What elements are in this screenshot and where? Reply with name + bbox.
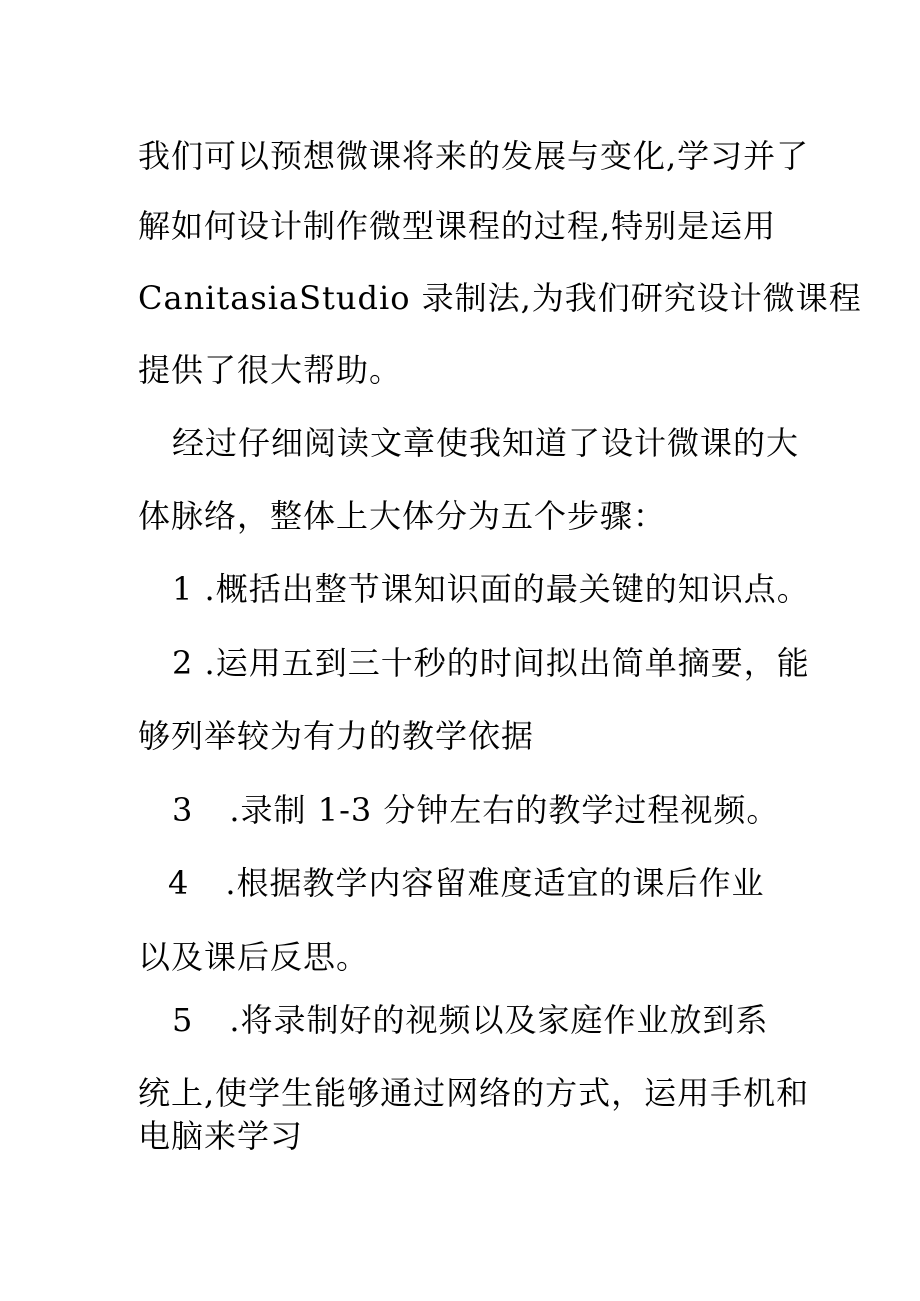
step-first-line — [172, 790, 779, 830]
step-first-line — [168, 863, 765, 903]
step-text: .概括出整节课知识面的最关键的知识点。 — [204, 570, 810, 608]
step-number: 1 — [172, 570, 194, 608]
step-first-line — [172, 1000, 769, 1040]
text-line: 以及课后反思。 — [138, 938, 370, 976]
text-line: 电脑来学习 — [138, 1117, 304, 1155]
step-text: .将录制好的视频以及家庭作业放到系 — [229, 1001, 769, 1039]
text-line: 体脉络，整体上大体分为五个步骤： — [138, 497, 667, 535]
text-line: 经过仔细阅读文章使我知道了设计微课的大 — [172, 424, 800, 462]
step-number: 4 — [168, 864, 190, 902]
text-line: 我们可以预想微课将来的发展与变化,学习并了 — [138, 137, 810, 175]
step-first-line — [172, 643, 810, 683]
step-text: .录制 1-3 分钟左右的教学过程视频。 — [229, 791, 780, 829]
step-text: .根据教学内容留难度适宜的课后作业 — [225, 864, 765, 902]
step-number: 2 — [172, 644, 194, 682]
text-line: 提供了很大帮助。 — [138, 351, 403, 389]
step-number: 5 — [172, 1001, 194, 1039]
text-line: 够列举较为有力的教学依据 — [138, 717, 535, 755]
text-line: 统上,使学生能够通过网络的方式，运用手机和 — [138, 1074, 810, 1112]
text-line: CanitasiaStudio 录制法,为我们研究设计微课程 — [138, 279, 862, 317]
step-number: 3 — [172, 791, 194, 829]
text-line: 解如何设计制作微型课程的过程,特别是运用 — [138, 207, 777, 245]
step-first-line — [172, 569, 810, 609]
step-text: .运用五到三十秒的时间拟出简单摘要，能 — [204, 644, 810, 682]
